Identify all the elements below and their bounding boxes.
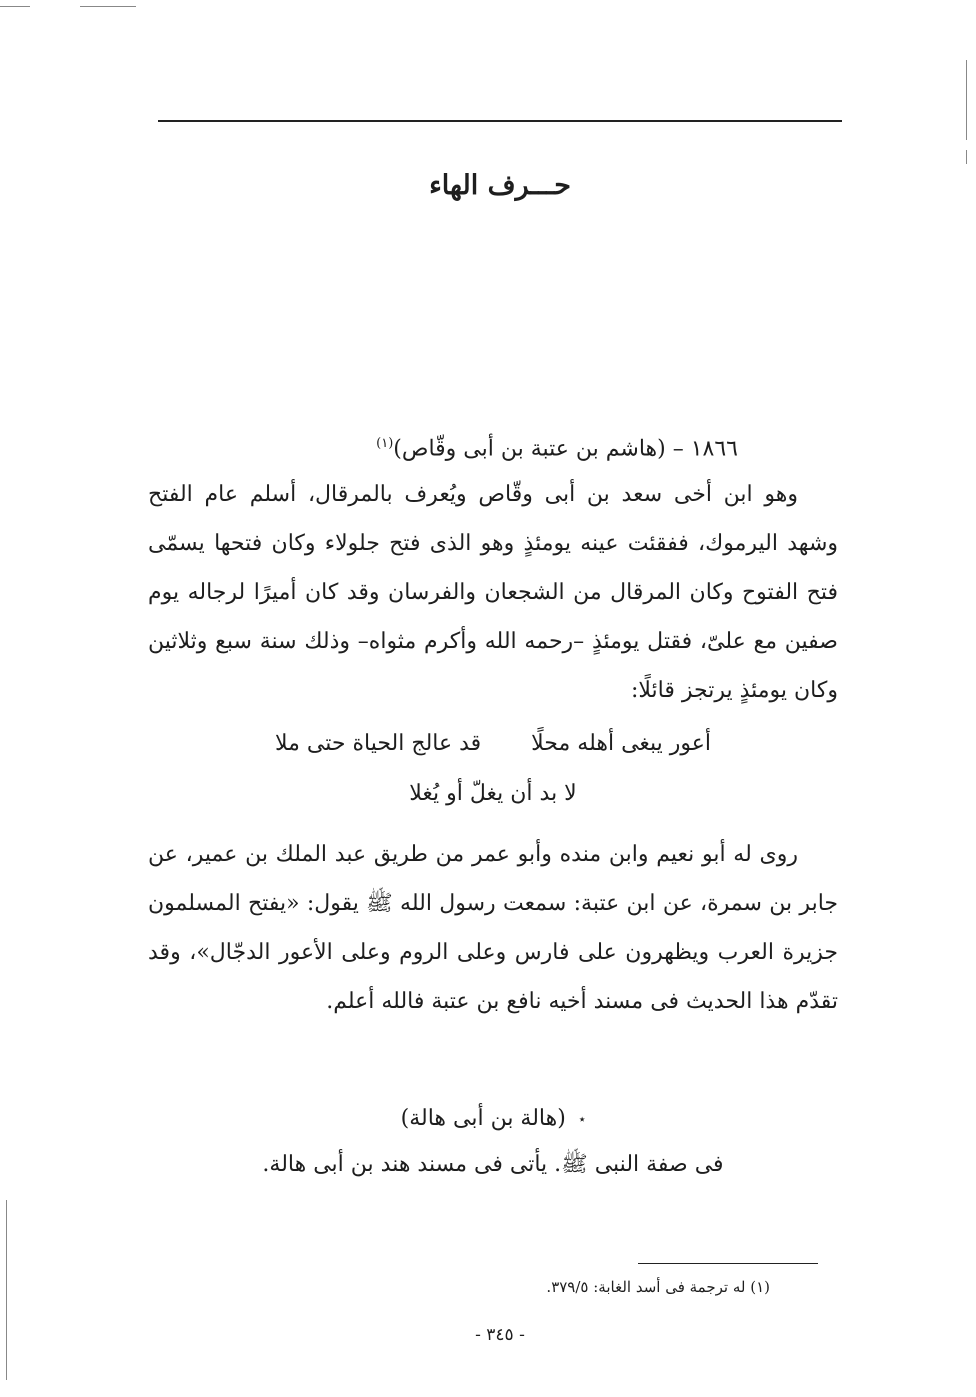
scan-mark-right-edge <box>966 60 967 140</box>
footnote-rule <box>638 1263 818 1264</box>
verse-hemistich-left: قد عالج الحياة حتى ملا <box>275 731 482 756</box>
biography-paragraph <box>148 470 838 715</box>
crossref-name: (هالة بن أبى هالة) <box>400 1106 566 1131</box>
footnote: (١) له ترجمة فى أسد الغابة: ٣٧٩/٥. <box>546 1278 770 1296</box>
scan-mark-top-left-2 <box>80 6 136 7</box>
paragraph-text: روى له أبو نعيم وابن منده وأبو عمر من طريق عبد الملك بن عمير، عن جابر بن سمرة، عن ابن عتبة: سمعت رسول الله ﷺ يقول: «يفتح المسلمون جزيرة العرب ويظهرون على فارس وعلى الروم وعلى الأعور الدجّال»، وقد تقدّم هذا الحديث فى مسند أخيه نافع بن عتبة فالله أعلم. <box>148 842 838 1014</box>
entry-dash: – <box>672 436 684 462</box>
verse-hemistich: لا بد أن يغلّ أو يُغلا <box>409 781 577 806</box>
entry-name: (هاشم بن عتبة بن أبى وقّاص) <box>393 436 666 462</box>
footnote-reference: (١) <box>376 436 394 451</box>
entry-title <box>148 424 738 469</box>
entry-number: ١٨٦٦ <box>690 436 738 462</box>
page-number: - ٣٤٥ - <box>475 1325 525 1345</box>
star-icon: ٭ <box>578 1112 586 1126</box>
crossref-entry-body: فى صفة النبى ﷺ. يأتى فى مسند هند بن أبى هالة. <box>262 1152 724 1177</box>
hadith-paragraph <box>148 830 838 1026</box>
paragraph-text: وهو ابن أخى سعد بن أبى وقّاص ويُعرف بالمرقال، أسلم عام الفتح وشهد اليرموك، ففقئت عينه يومئذٍ وهو الذى فتح جلولاء وكان فتحها يسمّى فتح الفتوح وكان المرقال من الشجعان والفرسان وقد كان أميرًا لرجاله يوم صفين مع علىّ، فقتل يومئذٍ –رحمه الله وأكرم مثواه– وذلك سنة سبع وثلاثين وكان يومئذٍ يرتجز قائلًا: <box>148 482 838 703</box>
header-rule <box>158 120 842 122</box>
crossref-entry-title <box>148 1096 838 1142</box>
verse-line-1 <box>148 720 838 768</box>
scan-mark-top-left <box>0 6 30 7</box>
section-heading: حـــرف الهاء <box>429 170 571 201</box>
verse-line-2 <box>148 770 838 818</box>
scan-mark-left-edge <box>6 1200 7 1380</box>
scan-mark-right-edge-2 <box>966 150 967 164</box>
verse-hemistich-right: أعور يبغى أهله محلًا <box>531 731 711 756</box>
